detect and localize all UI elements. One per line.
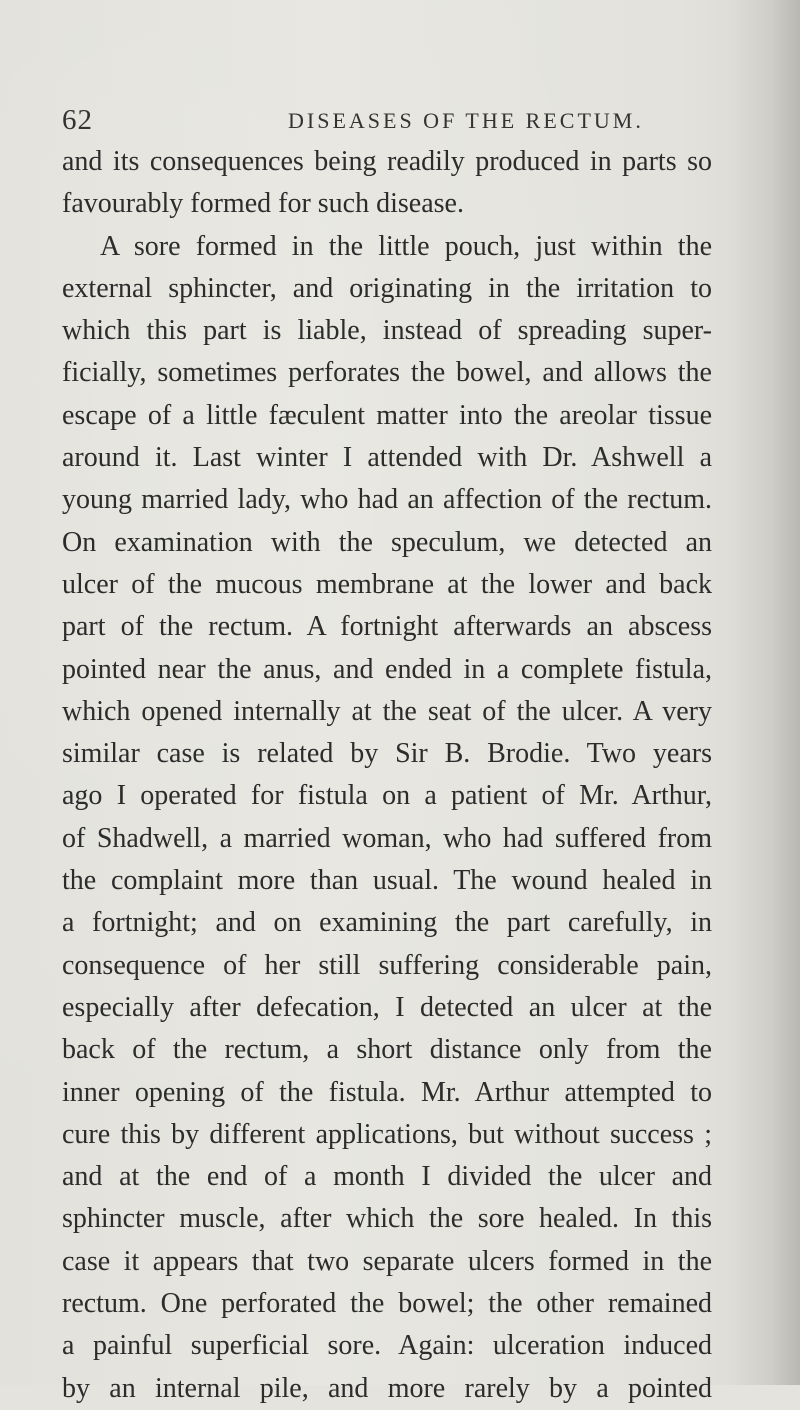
text-line: external sphincter, and originating in the irritation to (62, 272, 712, 304)
text-line: ago I operated for fistula on a patient of Mr. Arthur, (62, 780, 712, 812)
text-line: inner opening of the fistula. Mr. Arthur attempted to (62, 1076, 712, 1108)
running-title: DISEASES OF THE RECTUM. (288, 108, 644, 133)
text-line: a painful superficial sore. Again: ulceration induced (62, 1330, 712, 1362)
text-line: On examination with the speculum, we detected an (62, 526, 712, 558)
text-line: which opened internally at the seat of the ulcer. A very (62, 695, 712, 727)
text-line: the complaint more than usual. The wound healed in (62, 865, 712, 897)
text-line: around it. Last winter I attended with Dr. Ashwell a (62, 442, 712, 474)
running-head (62, 104, 752, 144)
text-line: cure this by different applications, but without success ; (62, 1118, 712, 1150)
body-text (62, 141, 712, 1410)
text-line: ficially, sometimes perforates the bowel, and allows the (62, 357, 712, 389)
text-line: case it appears that two separate ulcers formed in the (62, 1245, 712, 1277)
text-line: consequence of her still suffering considerable pain, (62, 949, 712, 981)
text-line: sphincter muscle, after which the sore healed. In this (62, 1203, 712, 1235)
text-line: back of the rectum, a short distance only from the (62, 1034, 712, 1066)
text-line: favourably formed for such disease. (62, 188, 464, 220)
text-line: which this part is liable, instead of spreading super- (62, 315, 712, 347)
text-line: rectum. One perforated the bowel; the other remained (62, 1288, 712, 1320)
text-line: of Shadwell, a married woman, who had suffered from (62, 822, 712, 854)
text-line: especially after defecation, I detected an ulcer at the (62, 991, 712, 1023)
text-line: ulcer of the mucous membrane at the lower and back (62, 568, 712, 600)
text-line: young married lady, who had an affection of the rectum. (62, 484, 712, 516)
page-number: 62 (62, 104, 93, 136)
text-line: a fortnight; and on examining the part carefully, in (62, 907, 712, 939)
page-edge-shadow (730, 0, 800, 1385)
text-line: A sore formed in the little pouch, just within the (100, 230, 712, 262)
text-line: part of the rectum. A fortnight afterwards an abscess (62, 611, 712, 643)
text-line: by an internal pile, and more rarely by a pointed (62, 1372, 712, 1404)
text-line: escape of a little fæculent matter into the areolar tissue (62, 399, 712, 431)
text-line: and its consequences being readily produced in parts so (62, 146, 712, 177)
text-line: similar case is related by Sir B. Brodie. Two years (62, 738, 712, 770)
text-line: and at the end of a month I divided the ulcer and (62, 1161, 712, 1193)
text-line: pointed near the anus, and ended in a complete fistula, (62, 653, 712, 685)
